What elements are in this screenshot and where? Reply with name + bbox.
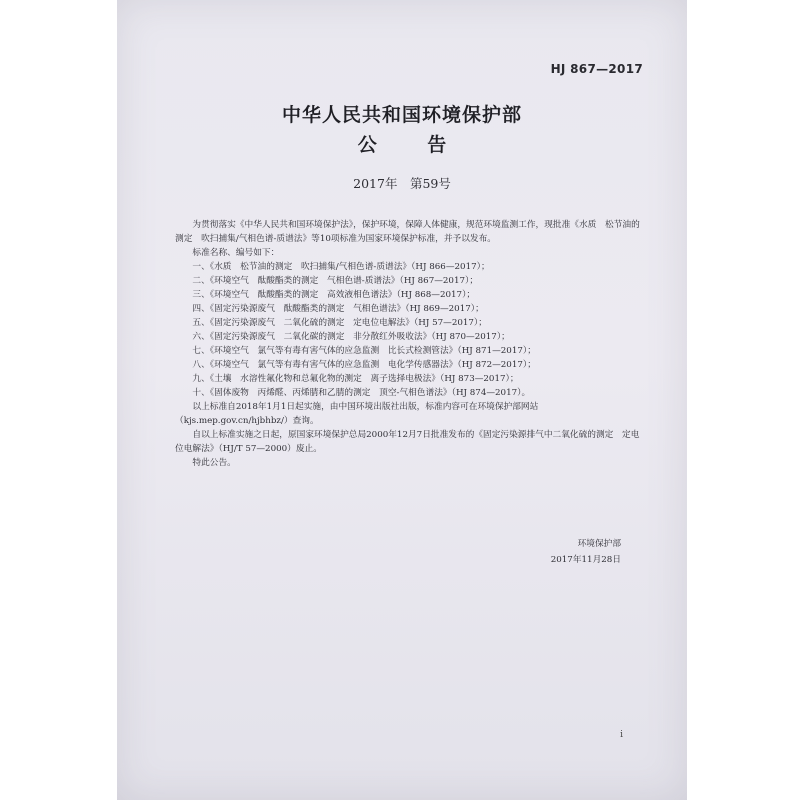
- standard-list-item: 五、《固定污染源废气 二氧化硫的测定 定电位电解法》（HJ 57—2017）；: [192, 318, 487, 328]
- standard-list-item: 十、《固体废物 丙烯醛、丙烯腈和乙腈的测定 顶空-气相色谱法》（HJ 874—2017）。: [192, 388, 531, 398]
- signature-date: 2017年11月28日: [550, 555, 621, 565]
- announcement-title: 公 告: [357, 134, 469, 156]
- page-number: i: [620, 730, 623, 740]
- closing-line: 特此公告。: [192, 458, 236, 468]
- ministry-title: 中华人民共和国环境保护部: [281, 104, 522, 126]
- standard-list-item: 二、《环境空气 酞酸酯类的测定 气相色谱-质谱法》（HJ 867—2017）；: [192, 276, 479, 286]
- standard-list-item: 九、《土壤 水溶性氟化物和总氟化物的测定 离子选择电极法》（HJ 873—2017）；: [192, 374, 519, 384]
- signature-block: [551, 536, 621, 568]
- effective-paragraph: 以上标准自2018年1月1日起实施，由中国环境出版社出版，标准内容可在环境保护部网站（kjs.mep.gov.cn/hjbhbz/）查询。: [175, 402, 539, 426]
- list-header: 标准名称、编号如下：: [192, 248, 280, 258]
- standard-list-item: 四、《固定污染源废气 酞酸酯类的测定 气相色谱法》（HJ 869—2017）；: [192, 304, 484, 314]
- standard-code: HJ 867—2017: [550, 62, 643, 76]
- issue-number: 2017年 第59号: [353, 176, 451, 191]
- document-page: [117, 0, 687, 800]
- standard-list-item: 八、《环境空气 氯气等有毒有害气体的应急监测 电化学传感器法》（HJ 872—2017）；: [192, 360, 536, 370]
- repeal-paragraph: 自以上标准实施之日起，原国家环境保护总局2000年12月7日批准发布的《固定污染源排气中二氧化硫的测定 定电位电解法》（HJ/T 57—2000）废止。: [175, 430, 640, 454]
- signature-org: 环境保护部: [577, 539, 621, 549]
- standard-list-item: 三、《环境空气 酞酸酯类的测定 高效液相色谱法》（HJ 868—2017）；: [192, 290, 476, 300]
- standard-list-item: 一、《水质 松节油的测定 吹扫捕集/气相色谱-质谱法》（HJ 866—2017）；: [192, 262, 490, 272]
- standard-list-item: 七、《环境空气 氯气等有毒有害气体的应急监测 比长式检测管法》（HJ 871—2017）；: [192, 346, 536, 356]
- intro-paragraph: 为贯彻落实《中华人民共和国环境保护法》，保护环境，保障人体健康，规范环境监测工作，现批准《水质 松节油的测定 吹扫捕集/气相色谱-质谱法》等10项标准为国家环境保护标准，并予以发布。: [175, 220, 640, 244]
- standard-list-item: 六、《固定污染源废气 二氧化碳的测定 非分散红外吸收法》（HJ 870—2017）；: [192, 332, 510, 342]
- announcement-body: [175, 218, 641, 470]
